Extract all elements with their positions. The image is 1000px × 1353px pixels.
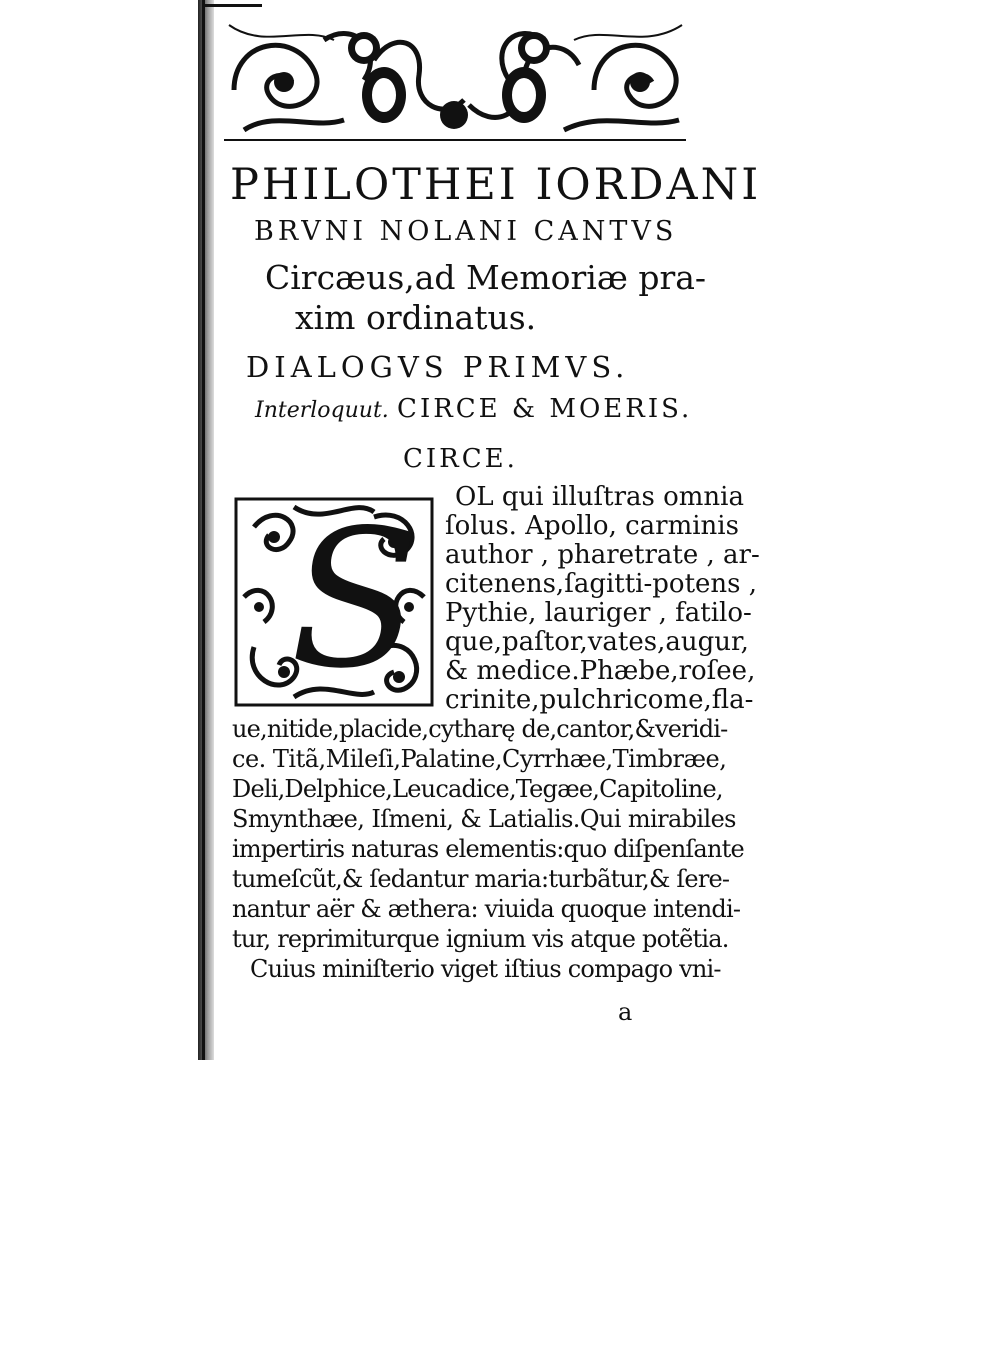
text-line: ce. Titã,Mileſi,Palatine,Cyrrhæe,Timbræe, <box>232 745 727 773</box>
text-line: tur, reprimiturque ignium vis atque potẽtia. <box>232 925 729 953</box>
interlocutors-names: CIRCE & MOERIS. <box>397 394 693 424</box>
text-line: que,paſtor,vates,augur, <box>445 627 749 657</box>
text-line: ue,nitide,placide,cytharę de,cantor,&veridi- <box>232 715 728 743</box>
text-line: impertiris naturas elementis:quo diſpenſante <box>232 835 744 863</box>
text-line: tumeſcũt,& ſedantur maria:turbãtur,& ſere- <box>232 865 730 893</box>
text-line: Pythie, lauriger , fatilo- <box>445 598 752 628</box>
dialogue-heading: DIALOGVS PRIMVS. <box>246 350 630 384</box>
initial-letter: S <box>290 489 421 710</box>
title-line-4: xim ordinatus. <box>295 298 537 337</box>
ornamental-headpiece <box>224 20 686 148</box>
interlocutors-line <box>255 394 692 424</box>
text-line: nantur aër & æthera: viuida quoque intendi- <box>232 895 741 923</box>
text-line: ſolus. Apollo, carminis <box>445 511 739 541</box>
catchword: a <box>618 998 633 1026</box>
page-gutter-shadow <box>198 0 214 1060</box>
page-edge-line <box>202 0 205 1060</box>
text-line: & medice.Phæbe,roſee, <box>445 656 756 686</box>
text-line: OL qui illuſtras omnia <box>455 482 744 512</box>
text-line: Cuius miniſterio viget iſtius compago vni- <box>250 955 721 983</box>
title-line-1: PHILOTHEI IORDANI <box>230 160 762 210</box>
interlocutors-label: Interloquut. <box>255 398 389 423</box>
text-line: author , pharetrate , ar- <box>445 540 760 570</box>
text-line: Deli,Delphice,Leucadice,Tegæe,Capitoline, <box>232 775 723 803</box>
text-line: crinite,pulchricome,fla- <box>445 685 754 715</box>
top-rule <box>202 4 262 7</box>
title-line-2: BRVNI NOLANI CANTVS <box>254 216 678 247</box>
text-line: citenens,ſagitti-potens , <box>445 569 758 599</box>
speaker-heading: CIRCE. <box>403 444 518 474</box>
title-line-3: Circæus,ad Memoriæ pra- <box>265 258 707 297</box>
text-line: Smynthæe, Iſmeni, & Latialis.Qui mirabiles <box>232 805 736 833</box>
